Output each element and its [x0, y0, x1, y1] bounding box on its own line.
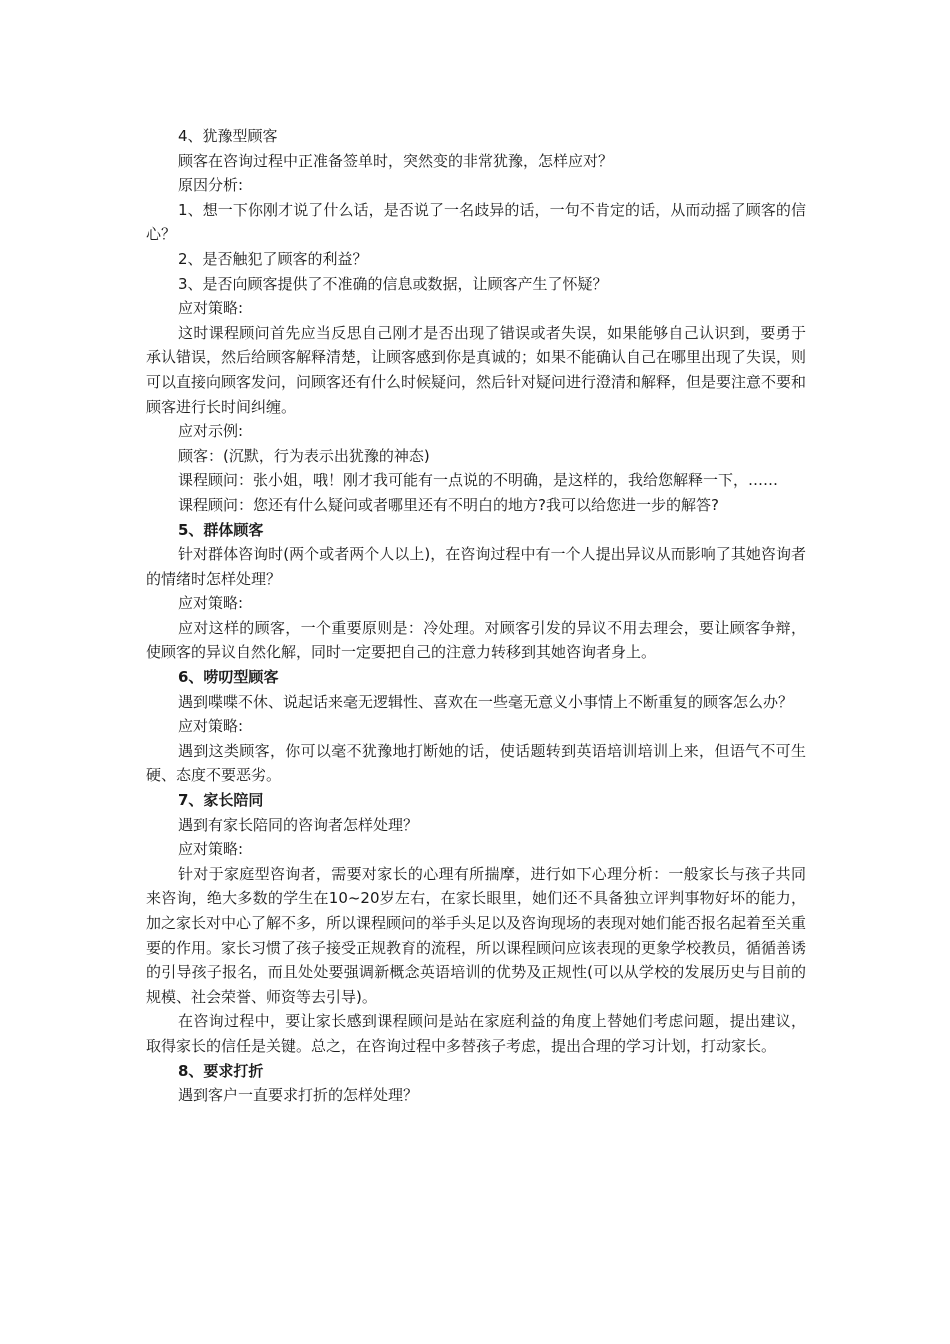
paragraph: 顾客在咨询过程中正准备签单时，突然变的非常犹豫，怎样应对？	[178, 151, 614, 170]
paragraph: 原因分析:	[178, 176, 244, 195]
section-heading-5: 5、群体顾客	[178, 520, 264, 539]
paragraph: 应对策略:	[178, 840, 244, 859]
paragraph: 应对策略:	[178, 717, 244, 736]
paragraph: 在咨询过程中，要让家长感到课程顾问是站在家庭利益的角度上替她们考虑问题，提出建议，取得家长的信任是关键。总之，在咨询过程中多替孩子考虑，提出合理的学习计划，打动家长。	[146, 1012, 806, 1055]
paragraph: 课程顾问：张小姐，哦！刚才我可能有一点说的不明确，是这样的，我给您解释一下，……	[178, 471, 779, 490]
paragraph: 2、是否触犯了顾客的利益？	[178, 249, 368, 268]
paragraph: 针对群体咨询时(两个或者两个人以上)，在咨询过程中有一个人提出异议从而影响了其她咨询者的情绪时怎样处理？	[146, 545, 806, 588]
paragraph: 遇到客户一直要求打折的怎样处理？	[178, 1086, 419, 1105]
paragraph: 遇到喋喋不休、说起话来毫无逻辑性、喜欢在一些毫无意义小事情上不断重复的顾客怎么办？	[178, 692, 794, 711]
paragraph: 针对于家庭型咨询者，需要对家长的心理有所揣摩，进行如下心理分析：一般家长与孩子共同来咨询，绝大多数的学生在10~20岁左右，在家长眼里，她们还不具备独立评判事物好坏的能力，加之家长对中心了解不多，所以课程顾问的举手头足以及咨询现场的表现对她们能否报名起着至关重要的作用。家长习惯了孩子接受正规教育的流程，所以课程顾问应该表现的更象学校教员，循循善诱的引导孩子报名，而且处处要强调新概念英语培训的优势及正规性(可以从学校的发展历史与目前的规模、社会荣誉、师资等去引导)。	[146, 864, 807, 1006]
paragraph: 遇到这类顾客，你可以毫不犹豫地打断她的话，使话题转到英语培训培训上来，但语气不可生硬、态度不要恶劣。	[146, 741, 806, 785]
paragraph: 应对策略:	[178, 299, 244, 318]
paragraph: 课程顾问：您还有什么疑问或者哪里还有不明白的地方?我可以给您进一步的解答?	[178, 495, 719, 514]
paragraph: 应对示例:	[178, 422, 244, 441]
section-heading-4: 4、犹豫型顾客	[178, 127, 278, 145]
paragraph: 顾客：(沉默，行为表示出犹豫的神态)	[178, 446, 430, 465]
section-heading-6: 6、唠叨型顾客	[178, 668, 279, 687]
paragraph: 3、是否向顾客提供了不准确的信息或数据，让顾客产生了怀疑？	[178, 274, 608, 293]
paragraph: 应对策略:	[178, 594, 244, 613]
document-body	[146, 124, 806, 1108]
section-heading-7: 7、家长陪同	[178, 791, 264, 810]
section-heading-8: 8、要求打折	[178, 1061, 264, 1080]
paragraph: 应对这样的顾客，一个重要原则是：冷处理。对顾客引发的异议不用去理会，要让顾客争辩，使顾客的异议自然化解，同时一定要把自己的注意力转移到其她咨询者身上。	[146, 618, 806, 662]
paragraph: 这时课程顾问首先应当反思自己刚才是否出现了错误或者失误，如果能够自己认识到，要勇于承认错误，然后给顾客解释清楚，让顾客感到你是真诚的；如果不能确认自己在哪里出现了失误，则可以直接向顾客发问，问顾客还有什么时候疑问，然后针对疑问进行澄清和解释，但是要注意不要和顾客进行长时间纠缠。	[146, 323, 807, 416]
paragraph: 遇到有家长陪同的咨询者怎样处理？	[178, 815, 419, 834]
paragraph: 1、想一下你刚才说了什么话，是否说了一名歧异的话，一句不肯定的话，从而动摇了顾客的信心？	[146, 200, 806, 244]
